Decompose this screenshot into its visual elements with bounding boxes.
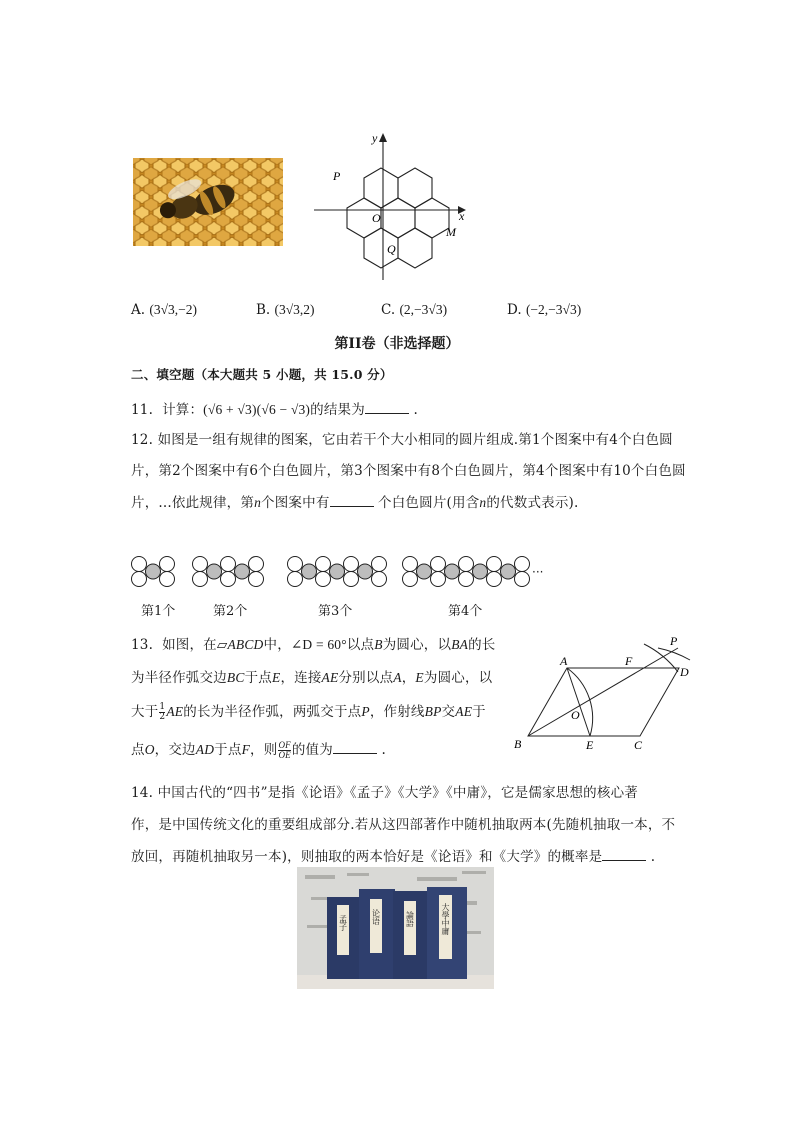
question-13-line-2: 为半径作弧交边BC于点E，连接AE分别以点A，E为圆心，以: [131, 670, 493, 686]
question-11: 11. 计算：(√6 + √3)(√6 − √3)的结果为 .: [131, 402, 418, 418]
point-p-label: P: [333, 169, 341, 183]
answer-blank-11[interactable]: [365, 401, 409, 414]
question-12-line-3: 片，...依此规律，第n个图案中有 个白色圆片(用含n的代数式表示).: [131, 495, 579, 511]
circle-pattern-figure: [128, 550, 548, 595]
hexagon-coordinate-graph: [308, 130, 473, 282]
answer-blank-14[interactable]: [602, 848, 646, 861]
pattern-ellipsis: ···: [532, 565, 544, 579]
label-b: B: [514, 737, 522, 751]
caption-2: 第2个: [213, 604, 248, 619]
label-c: C: [634, 738, 643, 752]
pattern-4: [403, 557, 530, 587]
y-label: y: [372, 131, 378, 145]
question-14-line-3: 放回，再随机抽取另一本)，则抽取的两本恰好是《论语》和《大学》的概率是 .: [131, 849, 656, 865]
pattern-1: [132, 557, 175, 587]
pattern-2: [193, 557, 264, 587]
question-12-line-2: 片，第2个图案中有6个白色圆片，第3个图案中有8个白色圆片，第4个图案中有10个白色圆: [131, 463, 686, 479]
book-4: [427, 887, 467, 979]
choice-b[interactable]: B. (3√3,2): [256, 302, 315, 318]
label-a: A: [560, 654, 568, 668]
book-1: [327, 897, 361, 979]
parallelogram-figure: [508, 632, 693, 754]
answer-blank-12[interactable]: [330, 494, 374, 507]
question-13-line-4: 点O，交边AD于点F，则 $\frac{OF}{OE}$ 的值为 .: [131, 740, 386, 760]
label-p: P: [670, 634, 678, 648]
book-3: [393, 891, 429, 979]
section-title: 第II卷（非选择题）: [334, 336, 460, 352]
question-13-line-1: 13. 如图，在▱ABCD中，∠D = 60°以点B为圆心，以BA的长: [131, 637, 496, 653]
choice-a[interactable]: A. (3√3,−2): [131, 302, 197, 318]
label-e: E: [586, 738, 594, 752]
choice-c[interactable]: C. (2,−3√3): [381, 302, 448, 318]
svg-text:大學中庸: 大學中庸: [441, 903, 450, 935]
section-heading: 二、填空题（本大题共 5 小题，共 15.0 分）: [131, 367, 393, 382]
origin-label: O: [372, 211, 381, 225]
book-2: [359, 889, 395, 979]
svg-text:論語: 論語: [405, 911, 415, 927]
caption-1: 第1个: [141, 604, 176, 619]
label-o: O: [571, 708, 580, 722]
choice-d[interactable]: D. (−2,−3√3): [507, 302, 582, 318]
label-f: F: [625, 654, 633, 668]
x-label: x: [459, 209, 465, 223]
question-12-line-1: 12. 如图是一组有规律的图案，它由若干个大小相同的圆片组成.第1个图案中有4个白色圆: [131, 432, 673, 448]
parallelogram-abcd: [528, 668, 679, 736]
four-books-photo: [297, 867, 494, 989]
pattern-3: [288, 557, 387, 587]
caption-3: 第3个: [318, 604, 353, 619]
caption-4: 第4个: [448, 604, 483, 619]
ray-bp: [528, 648, 678, 736]
svg-text:孟子: 孟子: [338, 915, 348, 931]
honeycomb-bee-photo: [133, 158, 283, 246]
answer-blank-13[interactable]: [333, 741, 377, 754]
question-14-line-1: 14. 中国古代的“四书”是指《论语》《孟子》《大学》《中庸》，它是儒家思想的核心著: [131, 785, 638, 801]
question-13-line-3: 大于 $\frac{1}{2}$ AE的长为半径作弧，两弧交于点P，作射线BP交AE于: [131, 702, 486, 722]
label-d: D: [680, 665, 689, 679]
question-14-line-2: 作，是中国传统文化的重要组成部分.若从这四部著作中随机抽取两本(先随机抽取一本，不: [131, 817, 676, 833]
point-m-label: M: [446, 225, 456, 239]
svg-text:论语: 论语: [371, 909, 381, 925]
hexagon-grid: [347, 168, 449, 268]
point-q-label: Q: [387, 242, 396, 256]
